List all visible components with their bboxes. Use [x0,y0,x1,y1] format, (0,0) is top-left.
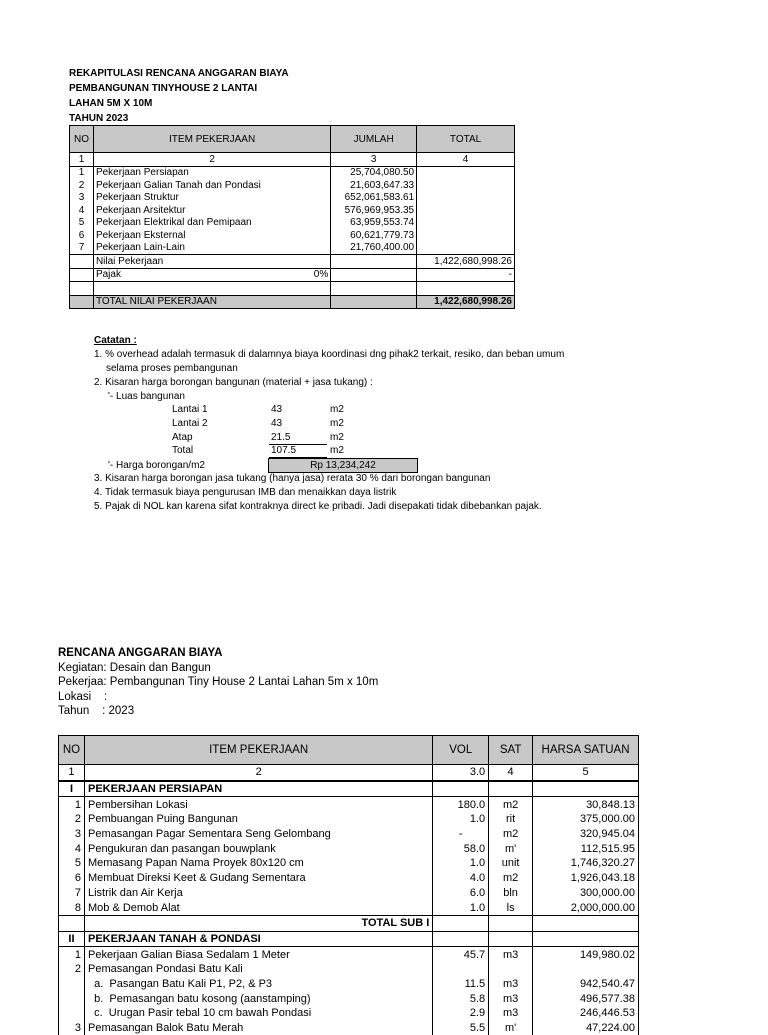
index-cell: 1 [70,153,94,167]
row-item: Pemasangan Pondasi Batu Kali [84,962,432,977]
table-row [59,1021,639,1035]
row-item: Pekerjaan Struktur [93,192,330,205]
index-cell: 4 [489,765,533,781]
row-jumlah: 21,603,647.33 [331,179,417,192]
row-item: b. Pemasangan batu kosong (aanstamping) [84,991,432,1006]
subtotal-row [59,915,639,931]
row-sat: m3 [489,977,533,992]
row-no [59,977,85,992]
table-row [70,229,515,242]
row-item: Pekerjaan Arsitektur [93,204,330,217]
row-vol: 1.0 [433,856,489,871]
col-header-item: ITEM PEKERJAAN [84,736,432,765]
row-jumlah: 63,959,553.74 [331,217,417,230]
row-item: Pembuangan Puing Bangunan [84,812,432,827]
rab-lokasi: Lokasi : [58,690,108,703]
row-sat: m3 [489,947,533,962]
row-item: Listrik dan Air Kerja [84,886,432,901]
total-label: TOTAL NILAI PEKERJAAN [93,295,330,309]
row-harga: 496,577.38 [533,991,639,1006]
row-item: a. Pasangan Batu Kali P1, P2, & P3 [84,977,432,992]
recap-table [69,125,515,309]
table-row [70,217,515,230]
row-harga: 375,000.00 [533,812,639,827]
note-1: 1. % overhead adalah termasuk di dalamnya biaya koordinasi dng pihak2 terkait, resiko, dan beban umum [94,349,565,360]
row-harga: 47,224.00 [533,1021,639,1035]
row-item: Pemasangan Pagar Sementara Seng Gelombang [84,827,432,842]
row-no: 1 [59,947,85,962]
row-sat [489,962,533,977]
rab-table [58,735,639,1035]
row-sat: bln [489,886,533,901]
row-item: Pengukuran dan pasangan bouwplank [84,841,432,856]
area-label: Lantai 2 [172,418,208,429]
col-header-total: TOTAL [417,126,515,153]
nilai-label: Nilai Pekerjaan [93,255,330,269]
table-row [59,977,639,992]
area-value: 43 [271,404,283,415]
row-harga [533,962,639,977]
table-row [70,204,515,217]
recap-title-line: LAHAN 5M X 10M [69,98,153,109]
table-row [59,871,639,886]
col-header-no: NO [59,736,85,765]
pajak-row [70,268,515,282]
table-row [59,812,639,827]
row-no: 2 [59,962,85,977]
row-vol: 5.5 [433,1021,489,1035]
row-sat: ls [489,900,533,915]
table-row [59,797,639,812]
note-3: 3. Kisaran harga borongan jasa tukang (hanya jasa) rerata 30 % dari borongan bangunan [94,473,491,484]
area-value: 21.5 [271,432,291,443]
row-harga: 1,746,320.27 [533,856,639,871]
harga-value: Rp 13,234,242 [268,458,418,473]
area-unit: m2 [330,418,344,429]
row-no: 5 [70,217,94,230]
rab-kegiatan: Kegiatan: Desain dan Bangun [58,661,211,674]
row-sat: unit [489,856,533,871]
pajak-pct: 0% [313,269,329,281]
row-vol: 1.0 [433,900,489,915]
index-cell: 3 [331,153,417,167]
row-no: 4 [70,204,94,217]
area-label: Total [172,445,194,456]
row-item: Mob & Demob Alat [84,900,432,915]
blank-row [70,282,515,296]
row-no: 2 [70,179,94,192]
row-vol: 5.8 [433,991,489,1006]
notes-heading: Catatan : [94,335,137,346]
table-row [59,886,639,901]
row-vol: 1.0 [433,812,489,827]
table-row [59,827,639,842]
row-no: 3 [59,1021,85,1035]
table-row [59,947,639,962]
table-row [59,1006,639,1021]
area-unit: m2 [330,404,344,415]
row-no: 6 [59,871,85,886]
row-jumlah: 576,969,953.35 [331,204,417,217]
row-vol: 58.0 [433,841,489,856]
area-value: 43 [271,418,283,429]
row-sat: m2 [489,797,533,812]
table-row [59,856,639,871]
row-no: 3 [70,192,94,205]
area-label: Atap [172,432,193,443]
row-harga: 30,848.13 [533,797,639,812]
row-sat: m2 [489,871,533,886]
index-cell: 3.0 [433,765,489,781]
row-harga: 149,980.02 [533,947,639,962]
note-5: 5. Pajak di NOL kan karena sifat kontraknya direct ke pribadi. Jadi disepakati tidak dibebankan pajak. [94,501,542,512]
area-unit: m2 [330,432,344,443]
total-row [70,295,515,309]
row-sat: m2 [489,827,533,842]
row-vol: 6.0 [433,886,489,901]
row-vol: 180.0 [433,797,489,812]
row-harga: 300,000.00 [533,886,639,901]
col-header-item: ITEM PEKERJAAN [93,126,330,153]
row-item: Pekerjaan Persiapan [93,166,330,179]
row-no: 2 [59,812,85,827]
row-harga: 246,446.53 [533,1006,639,1021]
row-vol: 2.9 [433,1006,489,1021]
row-harga: 2,000,000.00 [533,900,639,915]
col-header-no: NO [70,126,94,153]
table-row [70,242,515,255]
row-no: 3 [59,827,85,842]
row-item: Pekerjaan Galian Biasa Sedalam 1 Meter [84,947,432,962]
row-jumlah: 652,061,583.61 [331,192,417,205]
col-header-harga: HARSA SATUAN [533,736,639,765]
table-row [59,900,639,915]
harga-label: '- Harga borongan/m2 [108,460,205,471]
row-sat: m' [489,841,533,856]
row-item: Pemasangan Balok Batu Merah [84,1021,432,1035]
area-value: 107.5 [271,445,297,456]
table-row [70,179,515,192]
nilai-value: 1,422,680,998.26 [417,255,515,269]
table-row [70,192,515,205]
row-item: Pembersihan Lokasi [84,797,432,812]
row-no [59,1006,85,1021]
row-sat: rit [489,812,533,827]
row-vol [433,962,489,977]
section-no: I [59,781,85,797]
row-vol: 11.5 [433,977,489,992]
row-vol: 4.0 [433,871,489,886]
subtotal-label: TOTAL SUB I [84,915,432,931]
section-title: PEKERJAAN PERSIAPAN [84,781,432,797]
row-vol: - [433,827,489,842]
row-item: Pekerjaan Elektrikal dan Pemipaan [93,217,330,230]
row-harga: 320,945.04 [533,827,639,842]
recap-title-line: TAHUN 2023 [69,113,129,124]
rab-header [58,646,378,719]
index-cell: 2 [93,153,330,167]
row-no: 8 [59,900,85,915]
note-2: 2. Kisaran harga borongan bangunan (material + jasa tukang) : [94,377,373,388]
row-vol: 45.7 [433,947,489,962]
row-sat: m3 [489,991,533,1006]
index-cell: 1 [59,765,85,781]
row-item: Memasang Papan Nama Proyek 80x120 cm [84,856,432,871]
row-no: 6 [70,229,94,242]
row-no: 5 [59,856,85,871]
row-jumlah: 21,760,400.00 [331,242,417,255]
rab-title: RENCANA ANGGARAN BIAYA [58,647,223,659]
row-item: Pekerjaan Galian Tanah dan Pondasi [93,179,330,192]
row-jumlah: 60,621,779.73 [331,229,417,242]
rab-tahun: Tahun : 2023 [58,705,135,718]
row-jumlah: 25,704,080.50 [331,166,417,179]
table-row [70,166,515,179]
area-label: Lantai 1 [172,404,208,415]
row-sat: m' [489,1021,533,1035]
section-no: II [59,931,85,947]
col-header-sat: SAT [489,736,533,765]
pajak-label: Pajak [95,269,121,281]
rab-pekerjaan: Pekerjaa: Pembangunan Tiny House 2 Lantai Lahan 5m x 10m [58,676,379,689]
row-sat: m3 [489,1006,533,1021]
table-row [59,841,639,856]
section-row [59,931,639,947]
row-no: 4 [59,841,85,856]
row-item: c. Urugan Pasir tebal 10 cm bawah Pondasi [84,1006,432,1021]
row-no [59,991,85,1006]
row-item: Pekerjaan Lain-Lain [93,242,330,255]
row-harga: 1,926,043.18 [533,871,639,886]
index-cell: 2 [84,765,432,781]
row-no: 7 [70,242,94,255]
index-cell: 5 [533,765,639,781]
area-unit: m2 [330,445,344,456]
col-header-jumlah: JUMLAH [331,126,417,153]
row-harga: 942,540.47 [533,977,639,992]
recap-title-line: PEMBANGUNAN TINYHOUSE 2 LANTAI [69,83,258,94]
row-item: Membuat Direksi Keet & Gudang Sementara [84,871,432,886]
note-4: 4. Tidak termasuk biaya pengurusan IMB dan menaikkan daya listrik [94,487,397,498]
total-value: 1,422,680,998.26 [417,295,515,309]
row-item: Pekerjaan Eksternal [93,229,330,242]
section-row [59,781,639,797]
row-no: 7 [59,886,85,901]
recap-title [69,66,289,126]
row-harga: 112,515.95 [533,841,639,856]
row-no: 1 [70,166,94,179]
section-title: PEKERJAAN TANAH & PONDASI [84,931,432,947]
table-row [59,962,639,977]
luas-label: '- Luas bangunan [108,391,185,402]
table-row [59,991,639,1006]
recap-title-line: REKAPITULASI RENCANA ANGGARAN BIAYA [69,68,289,79]
col-header-vol: VOL [433,736,489,765]
nilai-row [70,255,515,269]
pajak-value: - [417,268,515,282]
row-no: 1 [59,797,85,812]
note-1-cont: selama proses pembangunan [106,363,238,374]
index-cell: 4 [417,153,515,167]
